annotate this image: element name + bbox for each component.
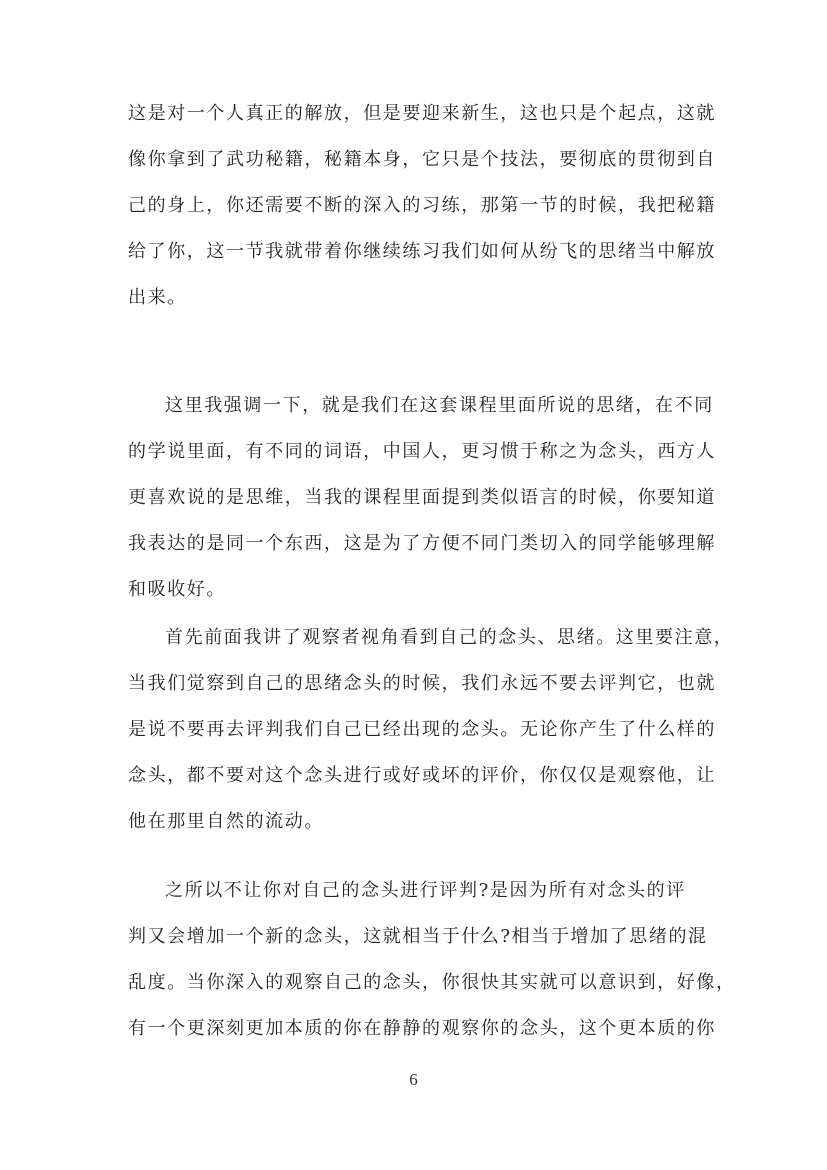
paragraph-3-line-3: 是说不要再去评判我们自己已经出现的念头。无论你产生了什么样的 — [128, 719, 716, 740]
paragraph-4-line-4: 有一个更深刻更加本质的你在静静的观察你的念头，这个更本质的你 — [128, 1018, 716, 1039]
paragraph-3-line-2: 当我们觉察到自己的思绪念头的时候，我们永远不要去评判它，也就 — [128, 673, 716, 694]
paragraph-4-line-2: 判又会增加一个新的念头，这就相当于什么?相当于增加了思绪的混 — [128, 926, 708, 947]
paragraph-4-line-3: 乱度。当你深入的观察自己的念头，你很快其实就可以意识到，好像， — [128, 972, 736, 993]
paragraph-2-line-2: 的学说里面，有不同的词语，中国人，更习惯于称之为念头，西方人 — [128, 441, 716, 462]
paragraph-1-line-2: 像你拿到了武功秘籍，秘籍本身，它只是个技法，要彻底的贯彻到自 — [128, 149, 716, 170]
paragraph-1-line-5: 出来。 — [128, 287, 187, 308]
paragraph-2-line-4: 我表达的是同一个东西，这是为了方便不同门类切入的同学能够理解 — [128, 533, 716, 554]
paragraph-4-line-1: 之所以不让你对自己的念头进行评判?是因为所有对念头的评 — [165, 880, 686, 901]
paragraph-3-line-5: 他在那里自然的流动。 — [128, 811, 324, 832]
paragraph-1-line-1: 这是对一个人真正的解放，但是要迎来新生，这也只是个起点，这就 — [128, 103, 716, 124]
paragraph-2-line-1: 这里我强调一下，就是我们在这套课程里面所说的思绪，在不同 — [165, 395, 714, 416]
paragraph-2-line-3: 更喜欢说的是思维，当我的课程里面提到类似语言的时候，你要知道 — [128, 487, 716, 508]
paragraph-1-line-3: 己的身上，你还需要不断的深入的习练，那第一节的时候，我把秘籍 — [128, 195, 716, 216]
paragraph-3-line-4: 念头，都不要对这个念头进行或好或坏的评价，你仅仅是观察他，让 — [128, 765, 716, 786]
paragraph-1-line-4: 给了你，这一节我就带着你继续练习我们如何从纷飞的思绪当中解放 — [128, 241, 716, 262]
page-number: 6 — [409, 1070, 418, 1089]
paragraph-2-line-5: 和吸收好。 — [128, 579, 226, 600]
paragraph-3-line-1: 首先前面我讲了观察者视角看到自己的念头、思绪。这里要注意， — [165, 627, 734, 648]
